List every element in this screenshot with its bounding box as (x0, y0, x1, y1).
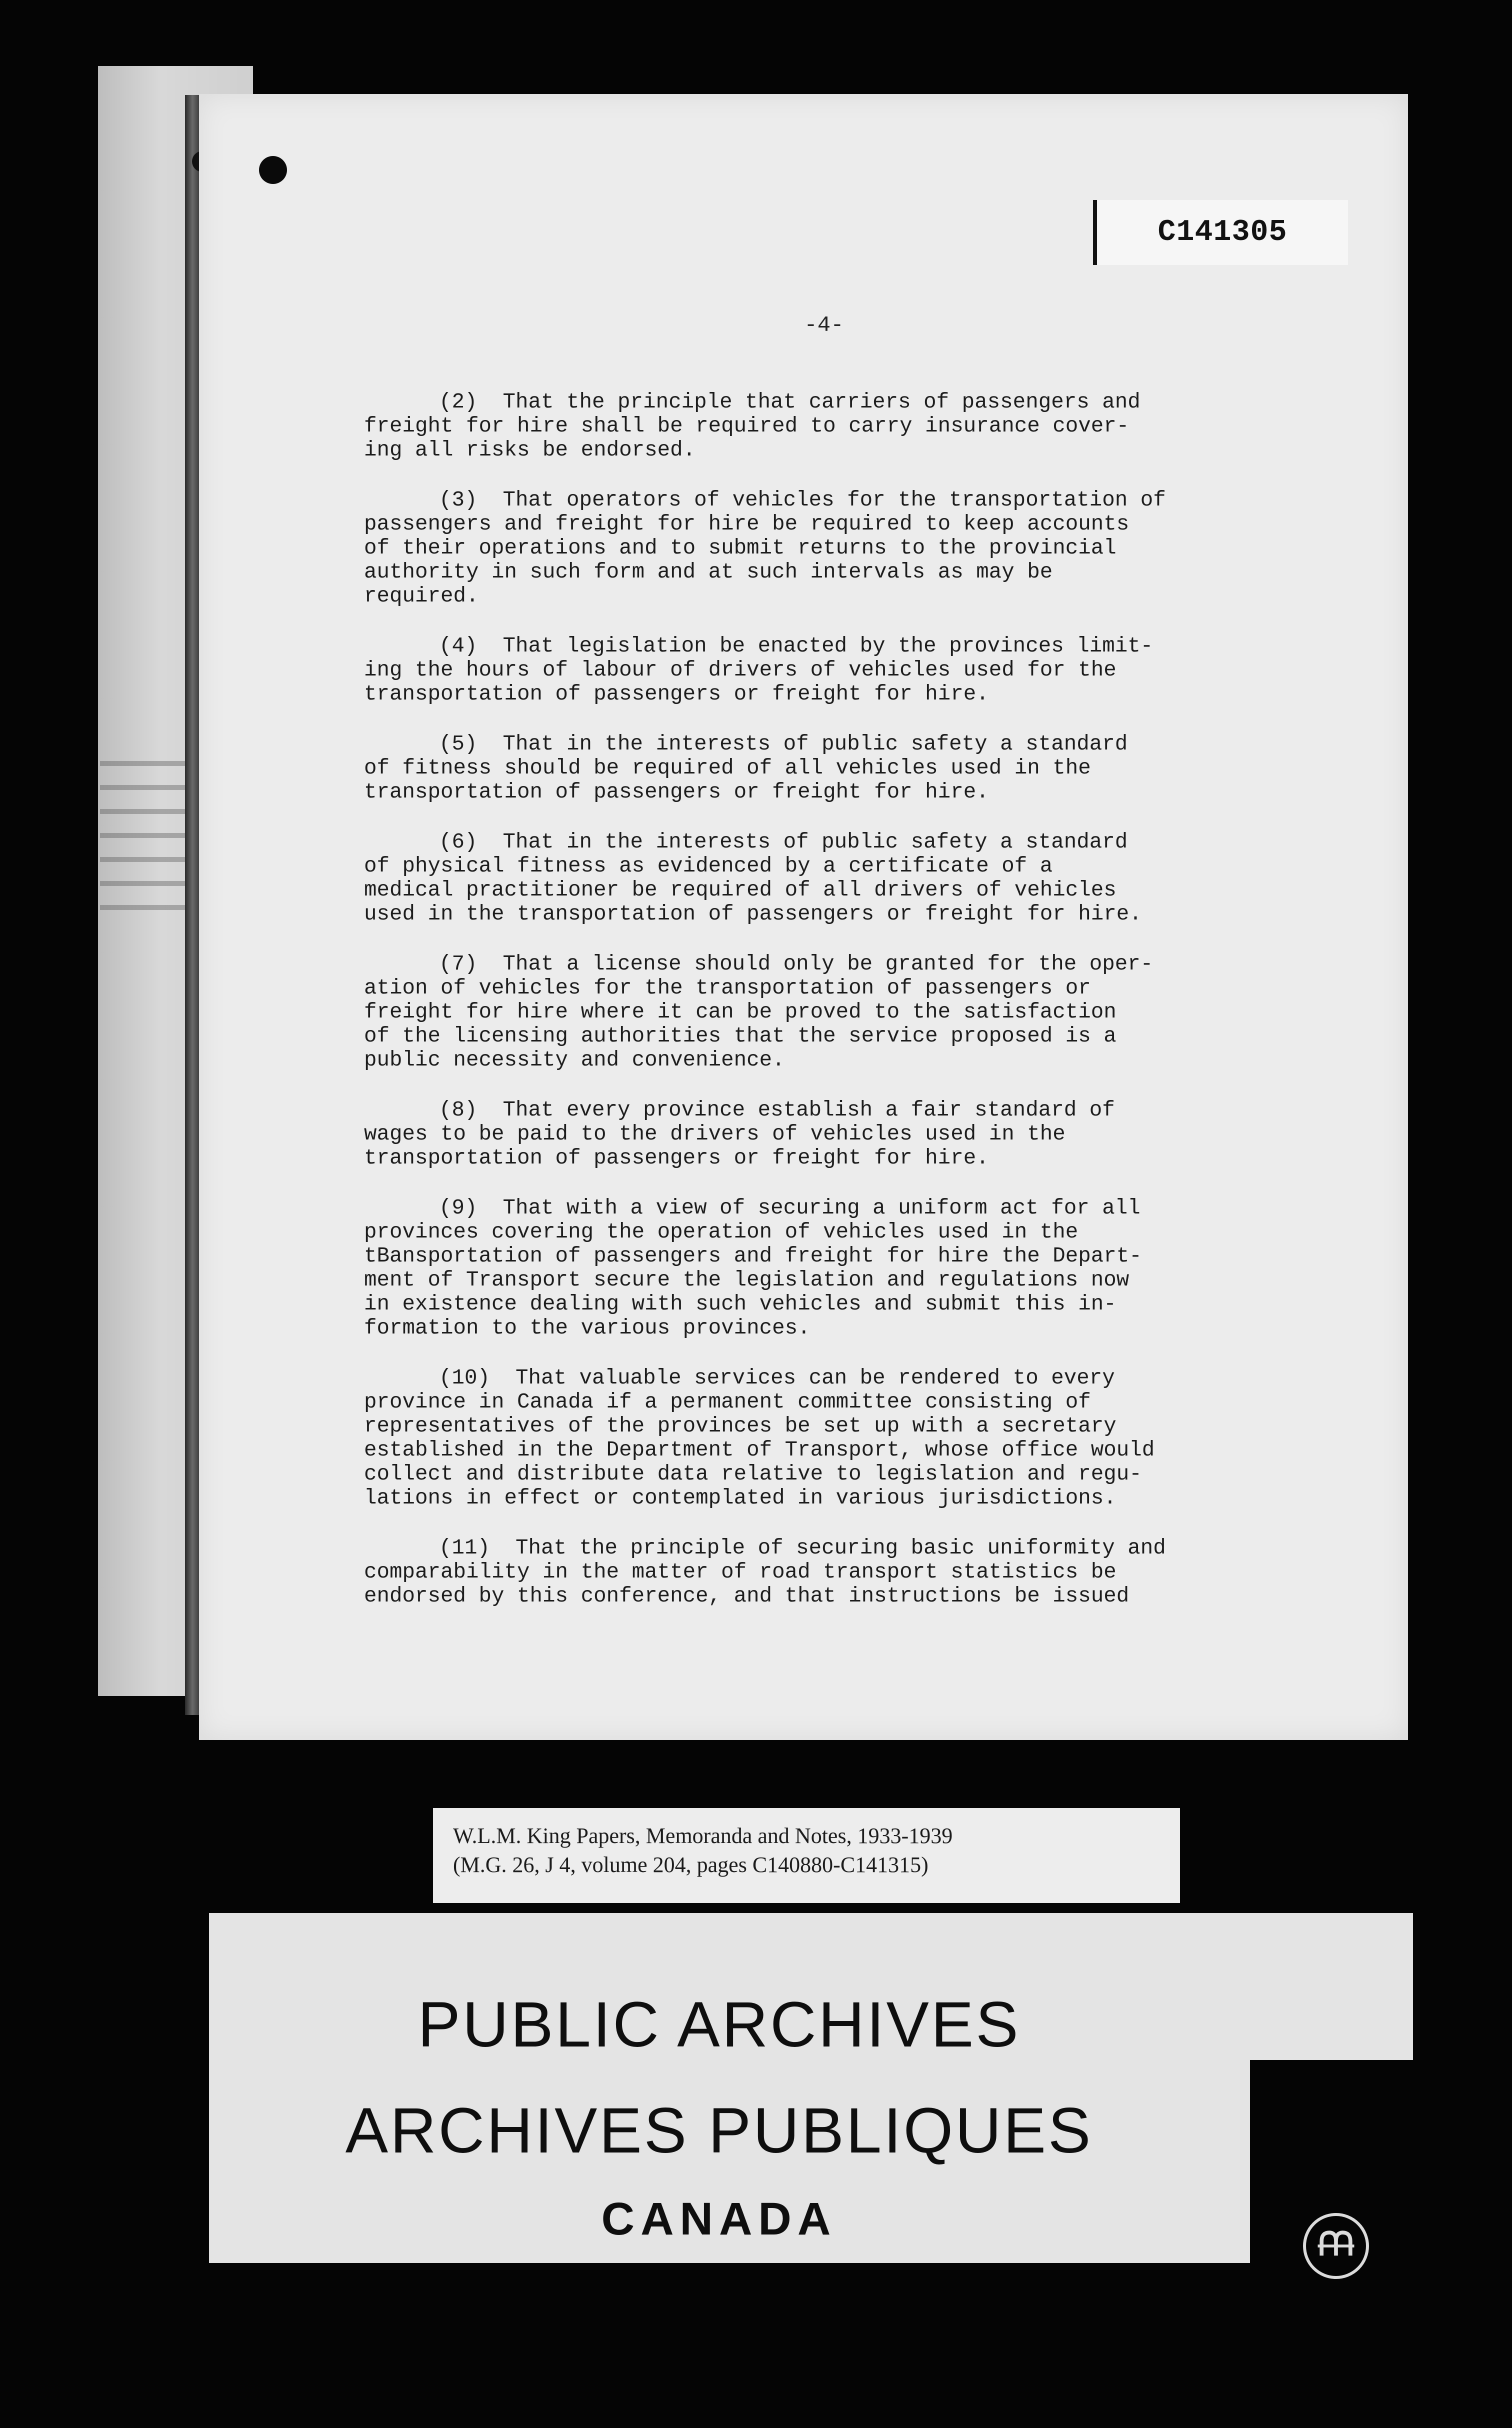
text-line: established in the Department of Transport, whose office would (364, 1438, 1155, 1462)
card-shadow (1250, 2060, 1512, 2428)
caption-strip (433, 1808, 1180, 1903)
text-line: ation of vehicles for the transportation of passengers or (364, 976, 1091, 1000)
caption-line-1: W.L.M. King Papers, Memoranda and Notes, 1933-1939 (453, 1824, 953, 1848)
text-line: (11) That the principle of securing basic uniformity and (439, 1536, 1166, 1560)
text-line: (10) That valuable services can be rendered to every (439, 1366, 1115, 1390)
text-line: of fitness should be required of all vehicles used in the (364, 756, 1091, 780)
text-line: (9) That with a view of securing a uniform act for all (439, 1196, 1140, 1220)
document-body (364, 390, 1294, 1634)
paragraph (364, 1536, 1294, 1608)
paragraph (364, 830, 1294, 926)
paragraph (364, 634, 1294, 706)
text-line: (7) That a license should only be granted for the oper- (439, 952, 1154, 976)
text-line: collect and distribute data relative to legislation and regu- (364, 1462, 1142, 1486)
text-line: representatives of the provinces be set up with a secretary (364, 1414, 1116, 1438)
text-line: required. (364, 584, 479, 608)
text-line: passengers and freight for hire be required to keep accounts (364, 512, 1130, 536)
text-line: endorsed by this conference, and that instructions be issued (364, 1584, 1130, 1608)
text-line: medical practitioner be required of all drivers of vehicles (364, 878, 1116, 902)
text-line: (8) That every province establish a fair standard of (439, 1098, 1115, 1122)
text-line: in existence dealing with such vehicles and submit this in- (364, 1292, 1116, 1316)
text-line: (4) That legislation be enacted by the provinces limit- (439, 634, 1154, 658)
paragraph (364, 1098, 1294, 1170)
paragraph (364, 1366, 1294, 1510)
binding-spine (185, 95, 200, 1715)
text-line: (6) That in the interests of public safety a standard (439, 830, 1128, 854)
archive-card (209, 1913, 1413, 2263)
text-line: provinces covering the operation of vehicles used in the (364, 1220, 1078, 1244)
text-line: transportation of passengers or freight for hire. (364, 780, 989, 804)
text-line: freight for hire where it can be proved to the satisfaction (364, 1000, 1116, 1024)
text-line: authority in such form and at such intervals as may be (364, 560, 1053, 584)
paragraph (364, 732, 1294, 804)
archive-country: CANADA (601, 2194, 837, 2244)
stamp-id: C141305 (1158, 216, 1288, 250)
text-line: ing all risks be endorsed. (364, 438, 696, 462)
text-line: lations in effect or contemplated in various jurisdictions. (364, 1486, 1116, 1510)
text-line: ment of Transport secure the legislation and regulations now (364, 1268, 1130, 1292)
logo-glyph (1312, 2222, 1360, 2270)
caption-line-2: (M.G. 26, J 4, volume 204, pages C140880-C141315) (453, 1852, 928, 1877)
text-line: of the licensing authorities that the service proposed is a (364, 1024, 1116, 1048)
text-line: wages to be paid to the drivers of vehicles used in the (364, 1122, 1066, 1146)
text-line: province in Canada if a permanent committee consisting of (364, 1390, 1091, 1414)
punch-hole-icon (259, 156, 287, 184)
text-line: freight for hire shall be required to carry insurance cover- (364, 414, 1130, 438)
page-number: -4- (804, 313, 844, 338)
text-line: tBansportation of passengers and freight for hire the Depart- (364, 1244, 1142, 1268)
archive-title-fr: ARCHIVES PUBLIQUES (345, 2095, 1093, 2166)
paragraph (364, 952, 1294, 1072)
text-line: (3) That operators of vehicles for the transportation of (439, 488, 1166, 512)
archive-title-en: PUBLIC ARCHIVES (418, 1989, 1020, 2060)
text-line: transportation of passengers or freight for hire. (364, 1146, 989, 1170)
text-line: comparability in the matter of road transport statistics be (364, 1560, 1116, 1584)
text-line: transportation of passengers or freight for hire. (364, 682, 989, 706)
text-line: used in the transportation of passengers or freight for hire. (364, 902, 1142, 926)
text-line: ing the hours of labour of drivers of vehicles used for the (364, 658, 1116, 682)
text-line: of physical fitness as evidenced by a certificate of a (364, 854, 1053, 878)
paragraph (364, 1196, 1294, 1340)
text-line: (2) That the principle that carriers of passengers and (439, 390, 1140, 414)
text-line: formation to the various provinces. (364, 1316, 810, 1340)
paragraph (364, 390, 1294, 462)
paragraph (364, 488, 1294, 608)
text-line: public necessity and convenience. (364, 1048, 785, 1072)
text-line: (5) That in the interests of public safety a standard (439, 732, 1128, 756)
archives-logo-icon (1303, 2213, 1369, 2279)
archive-stamp (1093, 200, 1348, 265)
text-line: of their operations and to submit returns to the provincial (364, 536, 1116, 560)
